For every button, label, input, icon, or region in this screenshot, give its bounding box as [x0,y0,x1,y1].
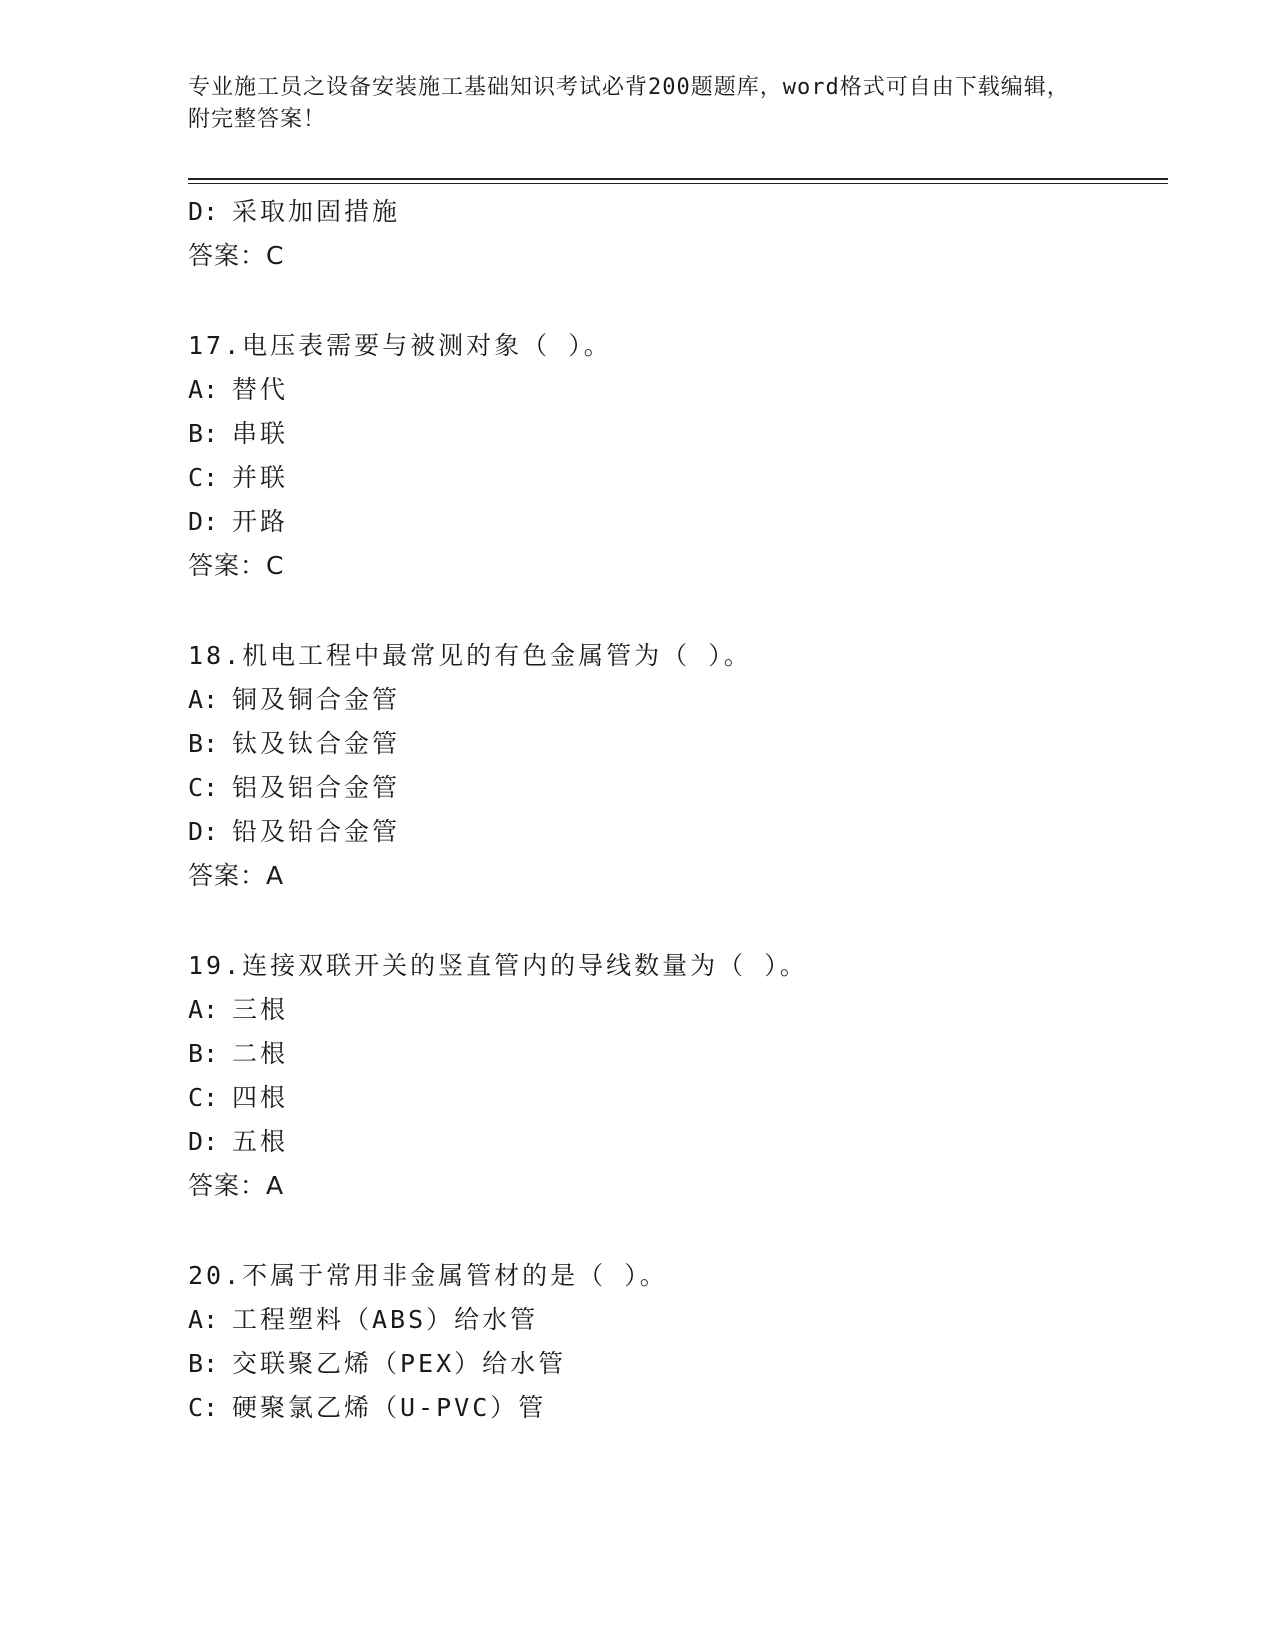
option-row [188,374,288,406]
option-row [188,1126,288,1158]
answer-line: 答案：C [188,241,285,270]
option-row [188,1038,288,1070]
option-text: 并联 [232,463,289,492]
option-row [188,1392,546,1424]
option-row [188,1082,288,1114]
answer-line: 答案：A [188,1171,285,1200]
question-stem: 19.连接双联开关的竖直管内的导线数量为（ ）。 [188,951,808,980]
option-row [188,462,288,494]
option-row [188,816,400,848]
option-label: B: [188,1039,219,1068]
option-row [188,506,288,538]
option-label: C: [188,463,219,492]
option-label: D: [188,817,219,846]
option-row [188,1348,566,1380]
question-stem: 18.机电工程中最常见的有色金属管为（ ）。 [188,641,752,670]
option-text: 铜及铜合金管 [232,685,401,714]
option-text: 钛及钛合金管 [232,729,401,758]
option-label: B: [188,1349,219,1378]
option-label: A: [188,1305,219,1334]
option-row [188,728,400,760]
option-label: D: [188,1127,219,1156]
answer-line: 答案：C [188,551,285,580]
option-text: 铅及铅合金管 [232,817,401,846]
option-text: 工程塑料（ABS）给水管 [232,1305,539,1334]
option-label: A: [188,685,219,714]
option-text: 四根 [232,1083,289,1112]
option-label: B: [188,419,219,448]
document-header: 专业施工员之设备安装施工基础知识考试必背200题题库，word格式可自由下载编辑，附完整答案！ [188,75,1070,132]
option-label: D: [188,197,219,226]
option-label: C: [188,1083,219,1112]
option-label: C: [188,1393,219,1422]
option-text: 采取加固措施 [232,197,401,226]
option-text: 二根 [232,1039,289,1068]
header-divider-thick [188,178,1168,180]
option-label: C: [188,773,219,802]
option-text: 串联 [232,419,289,448]
question-stem: 20.不属于常用非金属管材的是（ ）。 [188,1261,668,1290]
option-row [188,772,400,804]
option-label: B: [188,729,219,758]
option-row [188,1304,538,1336]
header-divider-thin [188,183,1168,184]
option-text: 三根 [232,995,289,1024]
option-row [188,994,288,1026]
answer-line: 答案：A [188,861,285,890]
question-stem: 17.电压表需要与被测对象（ ）。 [188,331,612,360]
option-text: 铝及铝合金管 [232,773,401,802]
option-label: A: [188,375,219,404]
option-text: 硬聚氯乙烯（U-PVC）管 [232,1393,547,1422]
option-row [188,418,288,450]
option-row [188,684,400,716]
option-text: 开路 [232,507,289,536]
option-text: 交联聚乙烯（PEX）给水管 [232,1349,567,1378]
option-row [188,196,400,228]
option-label: A: [188,995,219,1024]
option-text: 五根 [232,1127,289,1156]
option-label: D: [188,507,219,536]
option-text: 替代 [232,375,289,404]
